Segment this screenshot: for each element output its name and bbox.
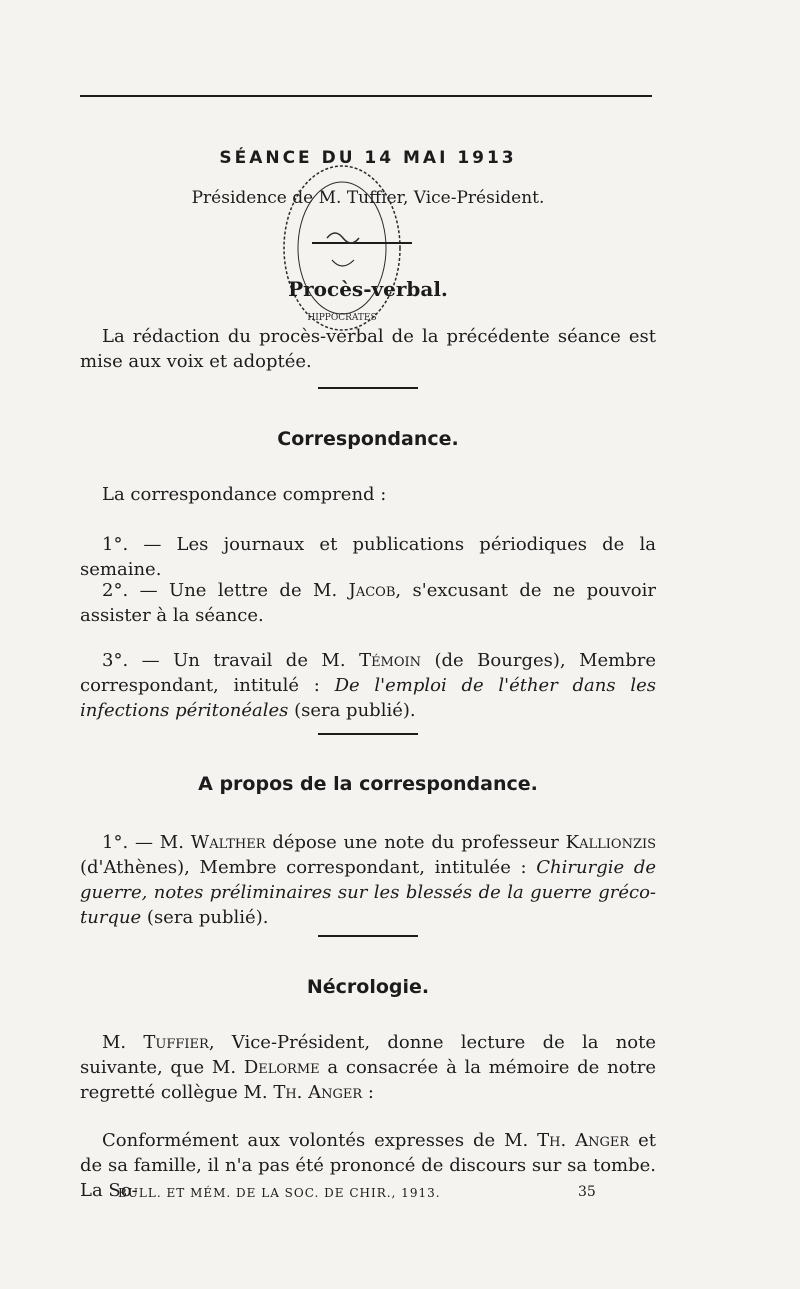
stamp-text: HIPPOCRATES	[307, 313, 377, 323]
correspondance-title: Correspondance.	[277, 428, 459, 450]
necro-p1-text-b: , Vice-Président, donne lecture de la note suivante, que M.	[80, 1032, 657, 1078]
item-3-name: Témoin	[359, 650, 422, 671]
necro-p2-text-b: et de sa famille, il n'a pas été prononcé de discours sur sa tombe. La So-	[80, 1130, 657, 1201]
a-propos-text-a: 1°. — M.	[102, 832, 191, 853]
correspondance-item-1: 1°. — Les journaux et publications périodiques de la semaine.	[80, 534, 656, 580]
a-propos-name-2: Kallionzis	[565, 832, 657, 853]
correspondance-item-2	[80, 578, 656, 628]
correspondance-intro: La correspondance comprend :	[102, 484, 387, 505]
a-propos-text-c: (d'Athènes), Membre correspondant, intitulée :	[80, 857, 537, 878]
separator-1	[318, 387, 418, 389]
presidence-line	[80, 188, 656, 208]
necro-p1-text-d: :	[362, 1082, 374, 1103]
footer-signature: 35	[578, 1184, 596, 1200]
necro-p1-name-3: Th. Anger	[273, 1082, 363, 1103]
necro-p1-name-1: Tuffier	[143, 1032, 209, 1053]
a-propos-title: A propos de la correspondance.	[198, 773, 538, 795]
a-propos-item-1	[80, 830, 656, 930]
a-propos-text-b: dépose une note du professeur	[265, 832, 566, 853]
footer-citation: BULL. ET MÉM. DE LA SOC. DE CHIR., 1913.	[118, 1186, 441, 1200]
item-3-work-title: De l'emploi de l'éther dans les infections péritonéales	[80, 675, 656, 721]
necrologie-title: Nécrologie.	[306, 976, 430, 998]
a-propos-work-title: Chirurgie de guerre, notes préliminaires sur les blessés de la guerre gréco-turque	[80, 857, 656, 928]
necro-p1-text-c: a consacrée à la mémoire de notre regretté collègue M.	[80, 1057, 656, 1103]
item-2-text-b: , s'excusant de ne pouvoir assister à la séance.	[80, 580, 656, 626]
a-propos-text-d: (sera publié).	[141, 907, 269, 928]
necro-p1-name-2: Delorme	[243, 1057, 320, 1078]
library-stamp	[272, 160, 412, 335]
top-rule	[80, 95, 652, 97]
separator-2	[318, 733, 418, 735]
item-3-text-a: 3°. — Un travail de M.	[102, 650, 360, 671]
presidence-text: Présidence de M. Tuffier, Vice-Président.	[191, 188, 545, 208]
separator-3	[318, 935, 418, 937]
necrologie-paragraph-1	[80, 1030, 656, 1105]
necro-p1-text-a: M.	[102, 1032, 144, 1053]
necro-p2-text-a: Conformément aux volontés expresses de M.	[102, 1130, 538, 1151]
necro-p2-name: Th. Anger	[537, 1130, 630, 1151]
proces-verbal-title: Procès-verbal.	[288, 277, 448, 301]
item-2-text-a: 2°. — Une lettre de M.	[102, 580, 349, 601]
correspondance-item-3	[80, 648, 656, 723]
seance-heading: SÉANCE DU 14 MAI 1913	[219, 148, 517, 168]
item-3-text-b: (de Bourges), Membre correspondant, intitulé :	[80, 650, 656, 696]
proces-verbal-text: La rédaction du procès-verbal de la précédente séance est mise aux voix et adoptée.	[80, 326, 656, 372]
a-propos-name-1: Walther	[190, 832, 266, 853]
item-2-name: Jacob	[348, 580, 396, 601]
item-3-text-c: (sera publié).	[288, 700, 416, 721]
